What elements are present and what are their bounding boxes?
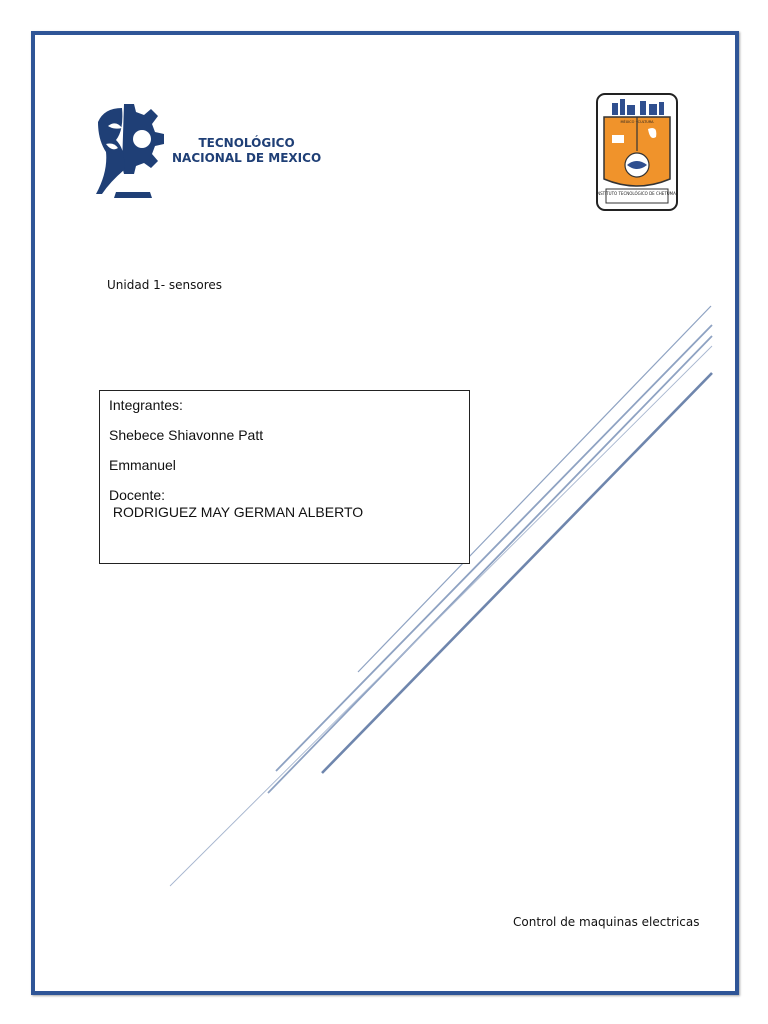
member-name: Emmanuel: [109, 457, 176, 473]
seal-bottom-text: INSTITUTO TECNOLÓGICO DE CHETUMAL: [596, 191, 678, 196]
team-label: Integrantes:: [109, 397, 183, 413]
tecnm-line-2: NACIONAL DE MEXICO: [172, 151, 322, 165]
unit-title: Unidad 1- sensores: [107, 278, 223, 292]
team-info-box: [99, 390, 470, 564]
subject-name: Control de maquinas electricas: [513, 915, 700, 929]
tecnm-line-1: TECNOLÓGICO: [198, 136, 295, 150]
member-name: Shebece Shiavonne Patt: [109, 427, 264, 443]
teacher-name: RODRIGUEZ MAY GERMAN ALBERTO: [109, 504, 364, 520]
teacher-label: Docente:: [109, 487, 166, 503]
seal-top-text: MÉXICO · CULTURA: [620, 120, 654, 124]
